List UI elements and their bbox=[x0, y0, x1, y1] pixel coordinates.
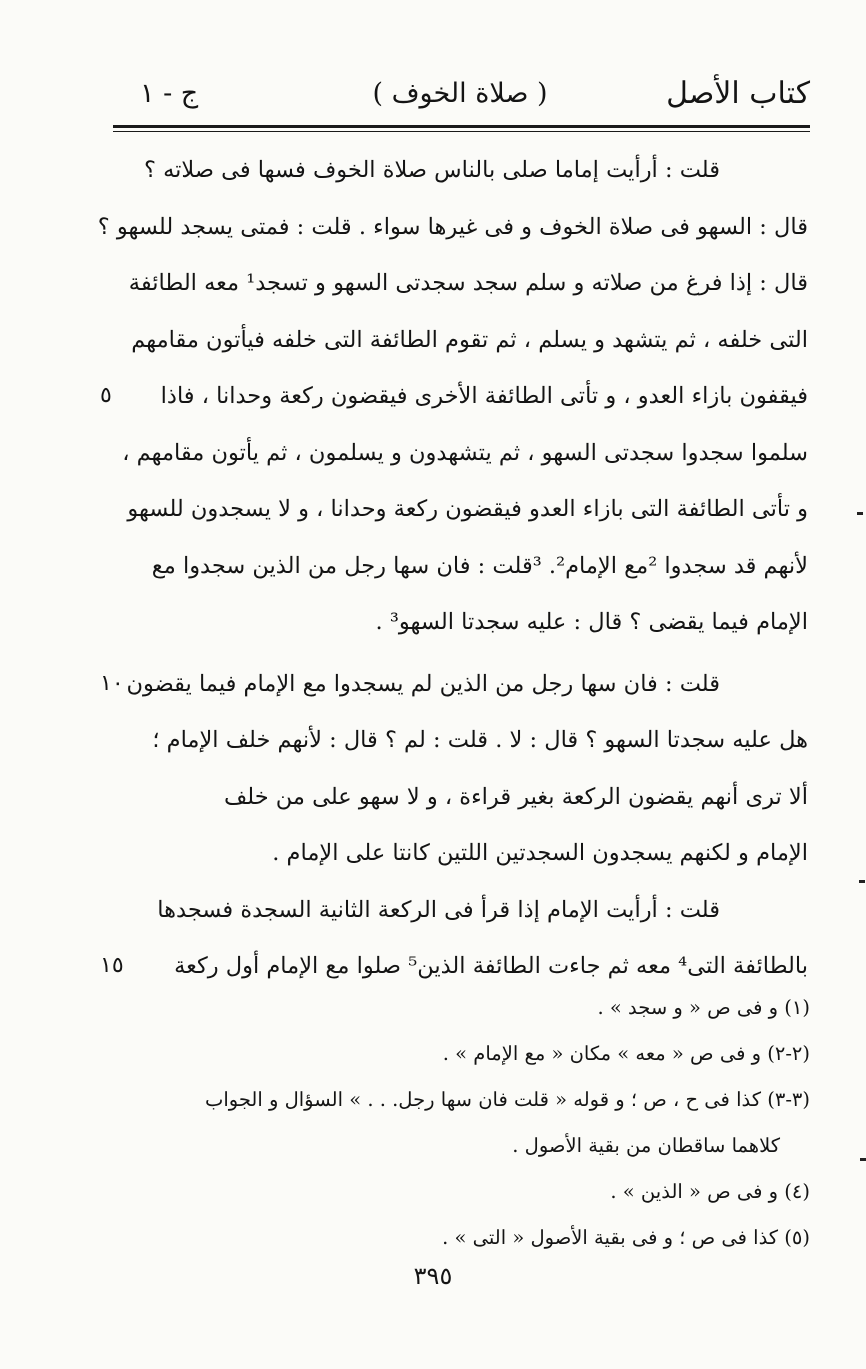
text-line: الإمام فيما يقضى ؟ قال : عليه سجدتا السهو³ . bbox=[375, 609, 808, 635]
footnote: (٤) و فى ص « الذين » . bbox=[610, 1180, 810, 1203]
text-line-with-number bbox=[100, 368, 820, 425]
header-rule-thick bbox=[113, 125, 810, 128]
text-line: ألا ترى أنهم يقضون الركعة بغير قراءة ، و لا سهو على من خلف bbox=[223, 783, 808, 810]
text-line: سلموا سجدوا سجدتى السهو ، ثم يتشهدون و يسلمون ، ثم يأتون مقامهم ، bbox=[122, 439, 808, 466]
running-header bbox=[110, 70, 810, 122]
text-line: هل عليه سجدتا السهو ؟ قال : لا . قلت : لم ؟ قال : لأنهم خلف الإمام ؛ bbox=[152, 727, 808, 753]
text-line-content: قلت : فان سها رجل من الذين لم يسجدوا مع الإمام فيما يقضون bbox=[126, 670, 720, 697]
text-line: قلت : أرأيت الإمام إذا قرأ فى الركعة الثانية السجدة فسجدها bbox=[157, 896, 720, 923]
text-line-with-number bbox=[100, 656, 820, 713]
footnote-continuation: كلاهما ساقطان من بقية الأصول . bbox=[512, 1134, 780, 1157]
footnote: (٢-٢) و فى ص « معه » مكان « مع الإمام » . bbox=[442, 1042, 810, 1065]
footnote: (١) و فى ص « و سجد » . bbox=[597, 996, 810, 1019]
text-line: قلت : أرأيت إماما صلى بالناس صلاة الخوف فسها فى صلاته ؟ bbox=[144, 157, 720, 183]
margin-speck bbox=[857, 512, 863, 515]
footnote: (٥) كذا فى ص ؛ و فى بقية الأصول « التى » . bbox=[442, 1226, 810, 1249]
page-number: ٣٩٥ bbox=[413, 1262, 453, 1290]
text-line-content: بالطائفة التى⁴ معه ثم جاءت الطائفة الذين⁵ صلوا مع الإمام أول ركعة bbox=[174, 953, 808, 979]
main-text bbox=[97, 142, 820, 995]
text-line: و تأتى الطائفة التى بازاء العدو فيقضون ركعة وحدانا ، و لا يسجدون للسهو bbox=[127, 496, 808, 522]
line-number: ١٥ bbox=[100, 953, 124, 978]
text-line-content: فيقفون بازاء العدو ، و تأتى الطائفة الأخرى فيقضون ركعة وحدانا ، فاذا bbox=[160, 383, 808, 409]
text-line: قال : إذا فرغ من صلاته و سلم سجد سجدتى السهو و تسجد¹ معه الطائفة bbox=[128, 270, 808, 296]
volume-indicator: ج - ١ bbox=[140, 78, 199, 109]
text-line: قال : السهو فى صلاة الخوف و فى غيرها سواء . قلت : فمتى يسجد للسهو ؟ bbox=[97, 213, 808, 240]
footnotes bbox=[120, 985, 820, 1261]
margin-speck bbox=[860, 1158, 866, 1161]
footnote: (٣-٣) كذا فى ح ، ص ؛ و قوله « قلت فان سها رجل. . . » السؤال و الجواب bbox=[204, 1088, 810, 1111]
margin-speck bbox=[859, 880, 865, 883]
text-line: التى خلفه ، ثم يتشهد و يسلم ، ثم تقوم الطائفة التى خلفه فيأتون مقامهم bbox=[131, 326, 808, 353]
chapter-title: ( صلاة الخوف ) bbox=[372, 78, 548, 109]
line-number: ٥ bbox=[100, 383, 112, 408]
header-rule-thin bbox=[113, 131, 810, 132]
text-line: لأنهم قد سجدوا ²مع الإمام². ³قلت : فان سها رجل من الذين سجدوا مع bbox=[151, 552, 808, 579]
text-line: الإمام و لكنهم يسجدون السجدتين اللتين كانتا على الإمام . bbox=[272, 840, 808, 866]
book-title: كتاب الأصل bbox=[666, 76, 810, 111]
line-number: ١٠ bbox=[100, 670, 124, 696]
